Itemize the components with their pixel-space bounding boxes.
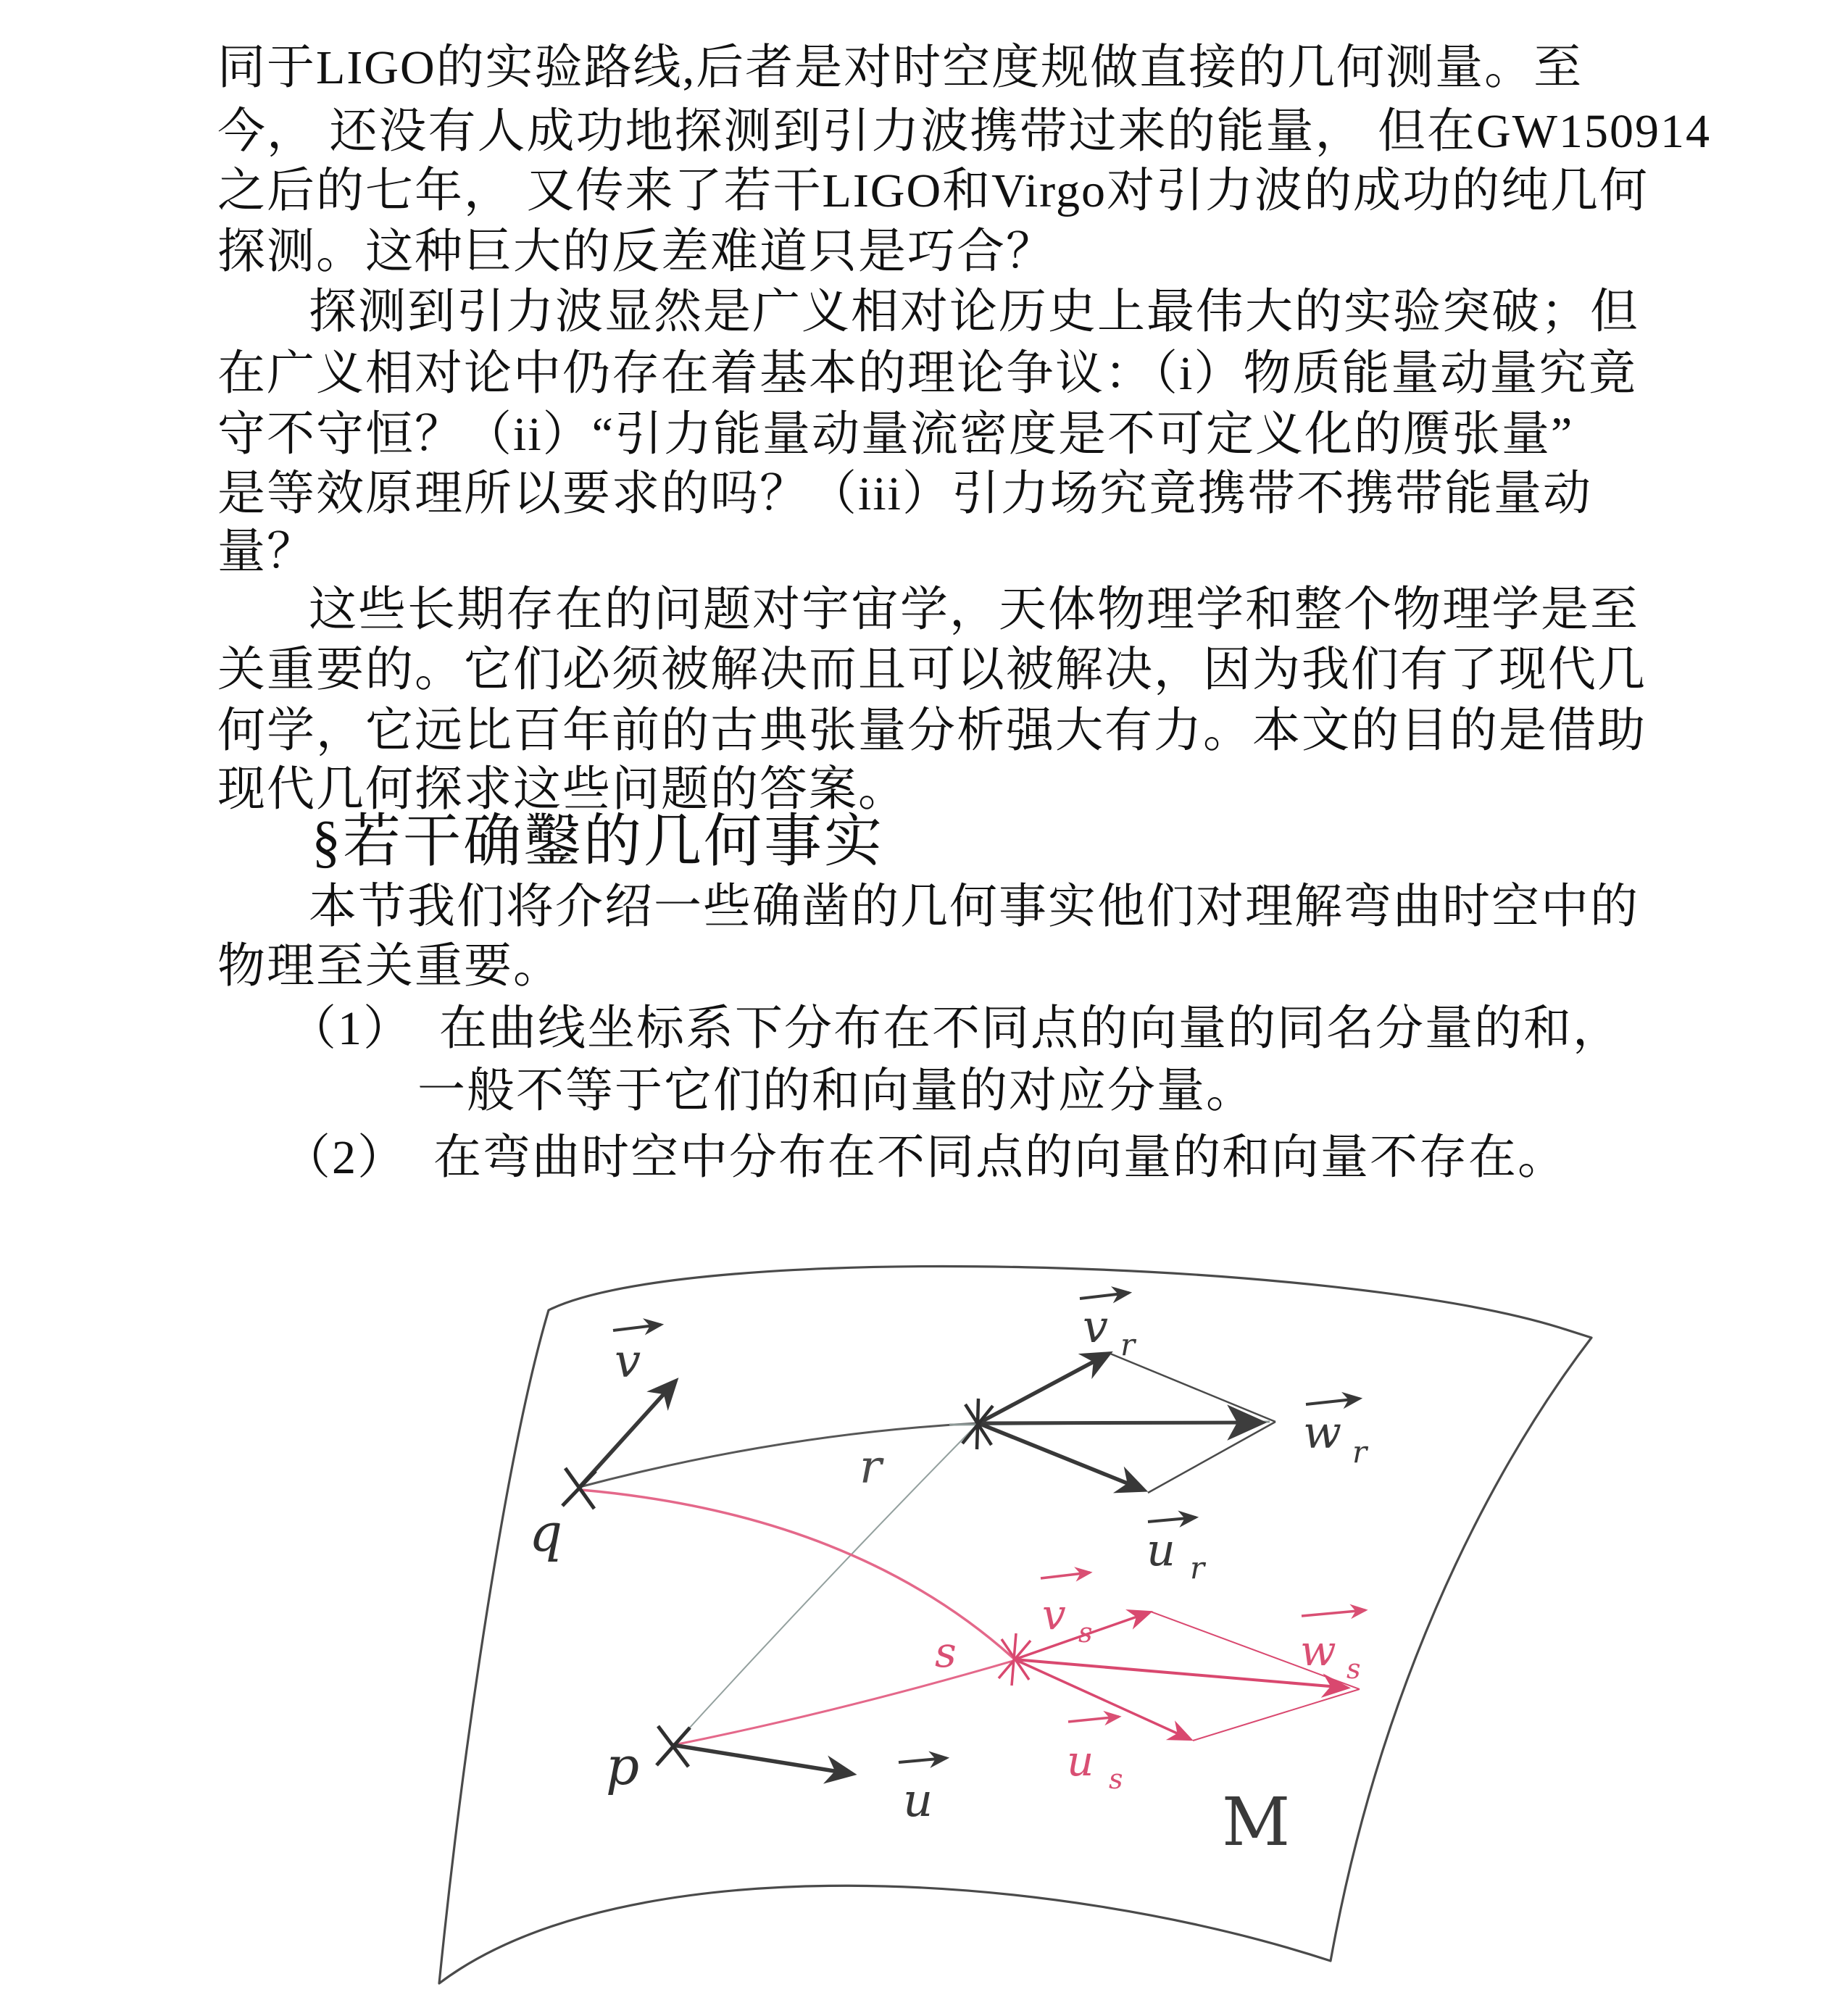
manifold-outline <box>439 1267 1591 1983</box>
vector-vr <box>978 1354 1109 1423</box>
text-line: 关重要的。它们必须被解决而且可以被解决，因为我们有了现代几 <box>217 643 1647 696</box>
label-vector-vs: v <box>1042 1590 1066 1639</box>
label-vector-wr: w <box>1303 1406 1342 1459</box>
label-point-s: s <box>935 1628 957 1677</box>
text-line: 今， 还没有人成功地探测到引力波携带过来的能量， 但在GW150914 <box>217 105 1711 158</box>
list-item-1: （1） 在曲线坐标系下分布在不同点的向量的同名分量的和， <box>288 1002 1622 1055</box>
parallelogram-edge-vr-wr <box>1110 1354 1275 1422</box>
label-vector-v: v <box>615 1335 641 1388</box>
vector-ur <box>978 1423 1144 1490</box>
label-vector-ur-sub: r <box>1190 1550 1205 1586</box>
vector-u <box>673 1745 852 1774</box>
line-r-to-p <box>674 1423 978 1745</box>
vector-ws <box>1015 1659 1347 1688</box>
label-vector-us: u <box>1067 1736 1094 1786</box>
label-vector-us-sub: s <box>1109 1763 1123 1795</box>
text-line: 是等效原理所以要求的吗？（iii）引力场究竟携带不携带能量动 <box>217 467 1593 520</box>
text-line: 量？ <box>217 525 316 578</box>
text-line: 探测到引力波显然是广义相对论历史上最伟大的实验突破；但 <box>309 286 1639 338</box>
text-line: 同于LIGO的实验路线,后者是对时空度规做直接的几何测量。至 <box>217 41 1583 94</box>
us-label-arrow <box>1068 1717 1119 1722</box>
label-point-q: q <box>529 1502 563 1563</box>
vector-wr <box>978 1422 1261 1423</box>
text-line: 探测。这种巨大的反差难道只是巧合？ <box>217 225 1055 278</box>
vr-label-arrow <box>1080 1293 1129 1299</box>
label-vector-u: u <box>903 1774 933 1828</box>
text-line: 之后的七年， 又传来了若干LIGO和Virgo对引力波的成功的纯几何 <box>217 164 1649 217</box>
curve-p-to-s <box>674 1661 1013 1745</box>
text-line: 现代几何探求这些问题的答案。 <box>217 763 907 816</box>
label-vector-wr-sub: r <box>1352 1434 1368 1470</box>
text-line: 在广义相对论中仍存在着基本的理论争议：（i）物质能量动量究竟 <box>217 347 1638 400</box>
u-label-arrow <box>899 1758 946 1762</box>
list-item-1-continued: 一般不等于它们的和向量的对应分量。 <box>417 1065 1255 1117</box>
point-marker-q <box>562 1468 596 1509</box>
label-vector-ws-sub: s <box>1347 1653 1361 1685</box>
v-label-arrow <box>613 1325 661 1330</box>
text-line: 何学，它远比百年前的古典张量分析强大有力。本文的目的是借助 <box>217 704 1647 757</box>
section-heading: §若干确鑿的几何事实 <box>312 810 884 874</box>
wr-label-arrow <box>1306 1399 1360 1404</box>
text-line: 物理至关重要。 <box>217 940 562 993</box>
ur-label-arrow <box>1148 1517 1196 1522</box>
label-manifold-M: M <box>1222 1783 1291 1861</box>
label-vector-ur: u <box>1146 1523 1175 1576</box>
text-line: 守不守恒？（ii）“引力能量动量流密度是不可定义化的赝张量” <box>217 408 1574 461</box>
label-vector-ws: w <box>1300 1626 1336 1675</box>
parallelogram-edge-ur-wr <box>1148 1422 1275 1493</box>
curve-q-to-r <box>580 1423 978 1487</box>
parallelogram-edge-us-ws <box>1193 1689 1360 1741</box>
label-point-p: p <box>606 1736 640 1796</box>
label-vector-vs-sub: s <box>1078 1617 1093 1649</box>
text-line: 这些长期存在的问题对宇宙学，天体物理学和整个物理学是至 <box>309 583 1639 636</box>
vs-label-arrow <box>1041 1572 1090 1578</box>
list-item-2: （2） 在弯曲时空中分布在不同点的向量的和向量不存在。 <box>283 1131 1567 1184</box>
label-vector-vr-sub: r <box>1120 1327 1136 1362</box>
ws-label-arrow <box>1302 1610 1365 1616</box>
label-point-r: r <box>860 1441 882 1494</box>
text-line: 本节我们将介绍一些确凿的几何事实他们对理解弯曲时空中的 <box>309 880 1639 933</box>
label-vector-vr: v <box>1083 1300 1109 1353</box>
